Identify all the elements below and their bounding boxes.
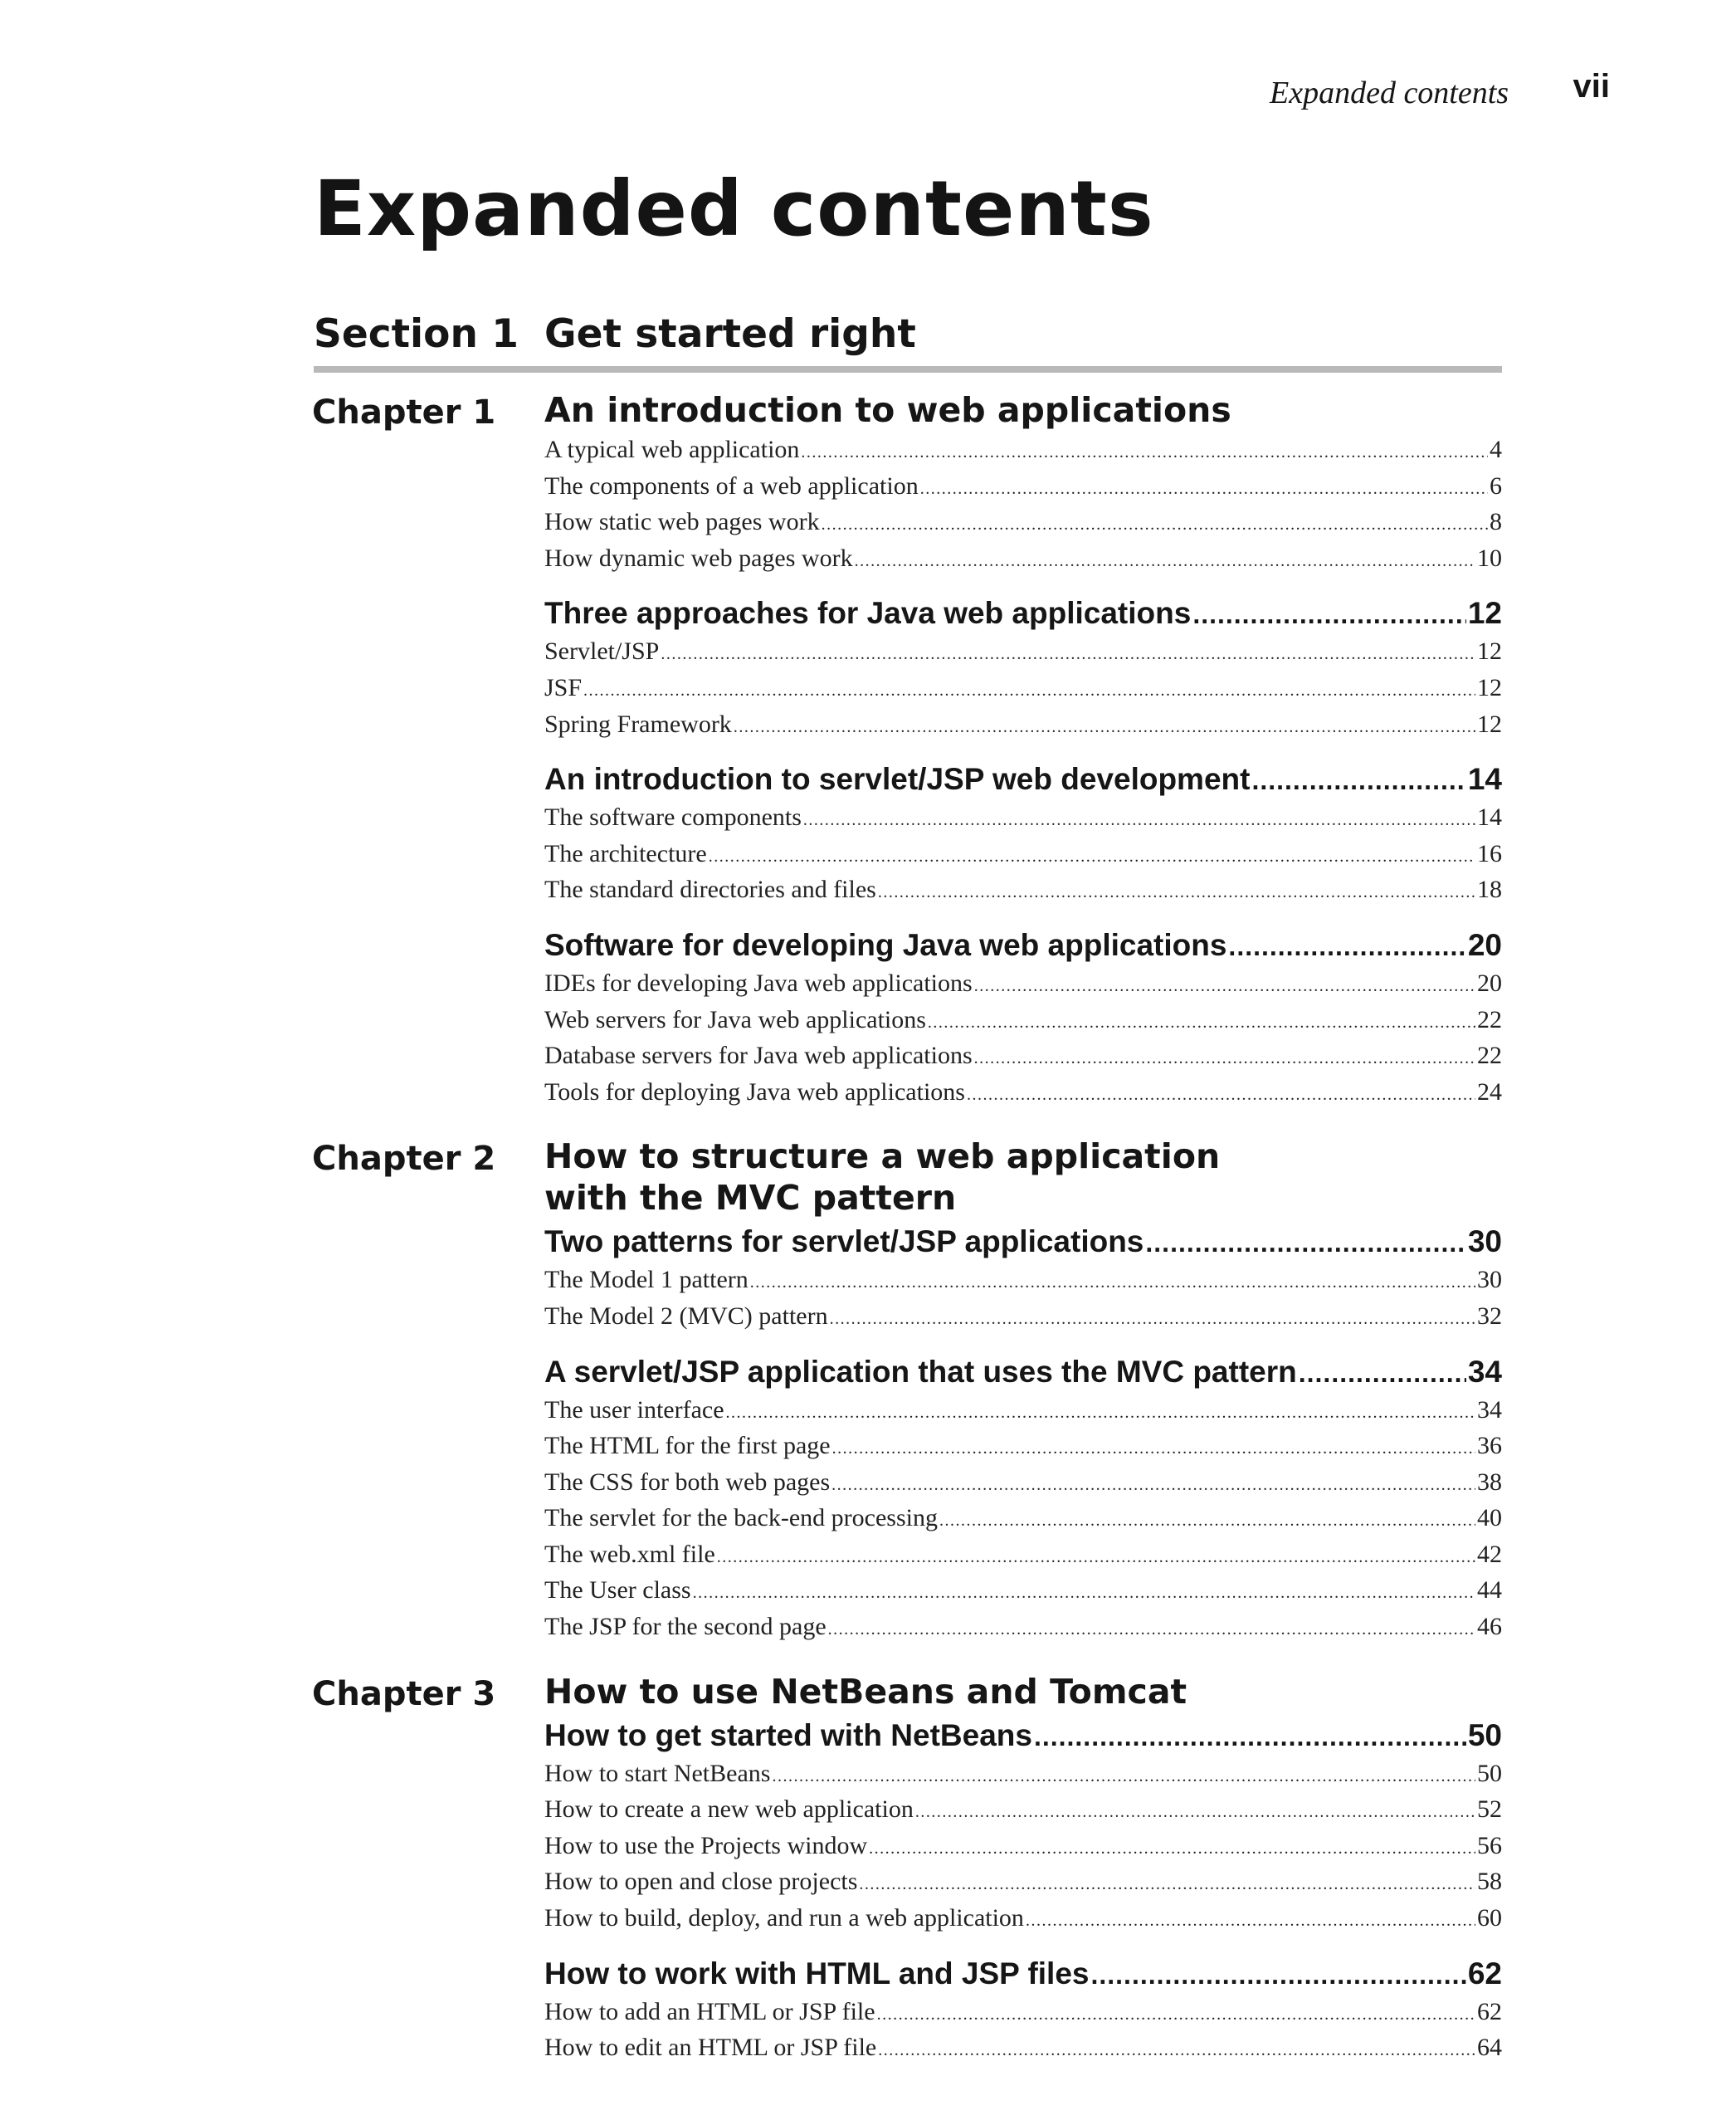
toc-entry-title: How dynamic web pages work [544,544,853,572]
topic-heading [544,925,1502,967]
toc-entry-title: How static web pages work [544,508,820,536]
toc-entry-page-number: 12 [1477,637,1502,666]
toc-entry-page-number: 62 [1477,1997,1502,2025]
dot-leader [1251,760,1465,801]
dot-leader [830,1303,1475,1336]
topic-heading-page-number: 20 [1467,927,1502,962]
toc-entry [544,1829,1502,1866]
toc-entry-page-number: 38 [1477,1468,1502,1496]
toc-entry-title: A typical web application [544,436,800,463]
toc-entry-title: The JSP for the second page [544,1613,827,1641]
toc-entry [544,708,1502,745]
dot-leader [772,1761,1475,1794]
dot-leader [1228,926,1465,967]
dot-leader [828,1614,1475,1647]
toc-entry [544,1902,1502,1938]
topic-heading-title: Three approaches for Java web applications [544,596,1192,631]
dot-leader [726,1397,1475,1430]
dot-leader [939,1505,1475,1538]
toc-entry-page-number: 58 [1477,1868,1502,1896]
toc-entry [544,1076,1502,1112]
dot-leader [928,1007,1475,1040]
section-number: Section 1 [314,311,519,357]
chapter-label: Chapter 1 [312,393,496,432]
toc-entry [544,433,1502,470]
toc-entry-page-number: 14 [1477,804,1502,832]
topic-group [544,1221,1502,1336]
dot-leader [801,437,1488,470]
toc-entry-page-number: 64 [1477,2034,1502,2062]
toc-entry [544,1995,1502,2032]
toc-entry [544,1610,1502,1647]
toc-entry-title: The HTML for the first page [544,1432,831,1460]
toc-entry-page-number: 30 [1477,1266,1502,1294]
toc-entry-title: The User class [544,1576,691,1605]
toc-entry-page-number: 44 [1477,1576,1502,1605]
toc-entry-title: How to use the Projects window [544,1831,868,1859]
toc-entry-title: How to build, deploy, and run a web application [544,1904,1024,1932]
toc-entry-title: IDEs for developing Java web applications [544,969,973,997]
toc-entry-title: The CSS for both web pages [544,1468,831,1496]
toc-entry-page-number: 36 [1477,1432,1502,1460]
toc-entry [544,1538,1502,1575]
toc-entry-title: The Model 1 pattern [544,1266,749,1294]
toc-entry [544,1502,1502,1538]
dot-leader [750,1267,1475,1300]
toc-entry-title: The architecture [544,839,707,867]
toc-entry-title: The standard directories and files [544,876,876,904]
topic-group [544,1351,1502,1647]
dot-leader [877,1999,1475,2032]
toc-entry [544,1466,1502,1502]
table-of-contents [312,390,1502,2068]
toc-entry-page-number: 22 [1477,1042,1502,1070]
toc-entry-title: The Model 2 (MVC) pattern [544,1302,828,1330]
toc-entry-page-number: 42 [1477,1540,1502,1568]
toc-entry-page-number: 6 [1490,471,1502,500]
toc-entry-page-number: 4 [1490,436,1502,463]
chapter-title: How to use NetBeans and Tomcat [544,1671,1187,1712]
toc-entry [544,1865,1502,1902]
chapter-block [312,390,1502,1111]
dot-leader [832,1433,1475,1466]
toc-entry-title: How to edit an HTML or JSP file [544,2034,877,2062]
dot-leader [661,638,1475,672]
topic-heading [544,1221,1502,1263]
dot-leader [915,1796,1475,1829]
toc-entry-title: The user interface [544,1395,724,1424]
toc-entry-page-number: 24 [1477,1077,1502,1106]
topic-group [544,1953,1502,2068]
topic-heading-title: A servlet/JSP application that uses the MVC pattern [544,1354,1297,1389]
toc-entry-page-number: 16 [1477,839,1502,867]
section-heading [314,311,1502,373]
topic-heading-page-number: 14 [1467,762,1502,797]
topic-heading-page-number: 30 [1467,1224,1502,1259]
toc-entry-title: How to create a new web application [544,1795,914,1824]
topic-heading [544,1351,1502,1394]
toc-entry-title: JSF [544,673,583,701]
topic-heading-page-number: 62 [1467,1956,1502,1990]
running-head [1245,68,1610,118]
dot-leader [859,1868,1475,1902]
toc-entry-page-number: 20 [1477,969,1502,997]
toc-entry-page-number: 32 [1477,1302,1502,1330]
running-head-title: Expanded contents [1270,76,1509,110]
toc-entry [544,1574,1502,1610]
toc-entry [544,1039,1502,1076]
topic-heading [544,759,1502,801]
toc-entry-page-number: 12 [1477,710,1502,738]
toc-entry-page-number: 56 [1477,1831,1502,1859]
topic-group [544,593,1502,744]
toc-entry-title: How to start NetBeans [544,1759,771,1787]
toc-entry-page-number: 8 [1490,508,1502,536]
topic-heading-title: Two patterns for servlet/JSP applications [544,1224,1144,1259]
toc-entry-title: How to add an HTML or JSP file [544,1997,875,2025]
dot-leader [1034,1716,1466,1757]
dot-leader [734,711,1475,745]
dot-leader [1090,1954,1465,1995]
topic-heading [544,1953,1502,1995]
toc-entry-title: How to open and close projects [544,1868,858,1896]
dot-leader [831,1469,1475,1502]
toc-entry-page-number: 60 [1477,1904,1502,1932]
toc-entry [544,801,1502,838]
dot-leader [878,2034,1475,2068]
chapter-label: Chapter 2 [312,1140,496,1179]
dot-leader [583,675,1475,708]
dot-leader [693,1577,1475,1610]
toc-entry-title: Database servers for Java web applications [544,1042,973,1070]
topic-heading-title: How to get started with NetBeans [544,1717,1032,1752]
toc-entry [544,1004,1502,1040]
dot-leader [1192,593,1466,635]
topic-group [544,759,1502,910]
toc-entry [544,967,1502,1004]
toc-entry-title: The components of a web application [544,471,919,500]
topic-heading-title: How to work with HTML and JSP files [544,1956,1090,1990]
toc-entry-page-number: 10 [1477,544,1502,572]
toc-entry [544,2031,1502,2068]
toc-entry-page-number: 50 [1477,1759,1502,1787]
dot-leader [803,804,1475,838]
chapter-block [312,1672,1502,2068]
toc-entry-page-number: 12 [1477,673,1502,701]
topic-group [544,925,1502,1111]
dot-leader [920,473,1488,506]
chapter-title: An introduction to web applications [544,390,1231,430]
chapter-title: with the MVC pattern [544,1178,957,1219]
running-head-page-number: vii [1573,68,1610,105]
toc-entry [544,470,1502,506]
dot-leader [855,545,1475,579]
chapter-title: How to structure a web application [544,1136,1221,1177]
dot-leader [974,970,1475,1004]
toc-entry-title: The servlet for the back-end processing [544,1504,938,1532]
chapter-body [544,390,1502,1111]
dot-leader [878,877,1475,910]
toc-entry [544,506,1502,542]
toc-entry-page-number: 40 [1477,1504,1502,1532]
toc-entry-title: The web.xml file [544,1540,715,1568]
toc-entry-page-number: 18 [1477,876,1502,904]
toc-entry [544,1793,1502,1829]
toc-entry [544,635,1502,672]
toc-entry-title: Web servers for Java web applications [544,1005,926,1033]
section-title: Get started right [544,311,916,357]
topic-heading-title: An introduction to servlet/JSP web development [544,762,1251,797]
topic-heading [544,593,1502,635]
topic-heading-page-number: 50 [1467,1717,1502,1752]
toc-entry [544,1429,1502,1466]
toc-entry [544,838,1502,874]
chapter-body [544,1136,1502,1646]
topic-heading-page-number: 34 [1467,1354,1502,1389]
toc-entry [544,1263,1502,1300]
toc-entry-title: Servlet/JSP [544,637,660,666]
toc-entry [544,1394,1502,1430]
chapter-label: Chapter 3 [312,1674,496,1713]
toc-entry-page-number: 34 [1477,1395,1502,1424]
toc-entry [544,1757,1502,1794]
dot-leader [822,509,1488,542]
toc-entry [544,873,1502,910]
dot-leader [1299,1352,1466,1394]
toc-entry-title: Spring Framework [544,710,732,738]
page-title: Expanded contents [314,164,1154,253]
topic-heading-title: Software for developing Java web applications [544,927,1227,962]
dot-leader [967,1079,1475,1112]
chapter-block [312,1136,1502,1646]
dot-leader [1145,1222,1465,1263]
topic-heading [544,1715,1502,1757]
toc-entry-title: The software components [544,804,802,832]
toc-entry [544,672,1502,708]
dot-leader [1026,1905,1475,1938]
topic-group [544,1715,1502,1938]
toc-entry-page-number: 46 [1477,1613,1502,1641]
topic-heading-page-number: 12 [1467,596,1502,631]
toc-entry [544,1300,1502,1336]
dot-leader [717,1541,1475,1575]
topic-group [544,433,1502,578]
toc-entry-page-number: 22 [1477,1005,1502,1033]
toc-entry-page-number: 52 [1477,1795,1502,1824]
dot-leader [869,1833,1475,1866]
dot-leader [709,841,1475,874]
chapter-body [544,1672,1502,2068]
toc-entry [544,542,1502,579]
dot-leader [974,1043,1475,1076]
toc-entry-title: Tools for deploying Java web applications [544,1077,965,1106]
